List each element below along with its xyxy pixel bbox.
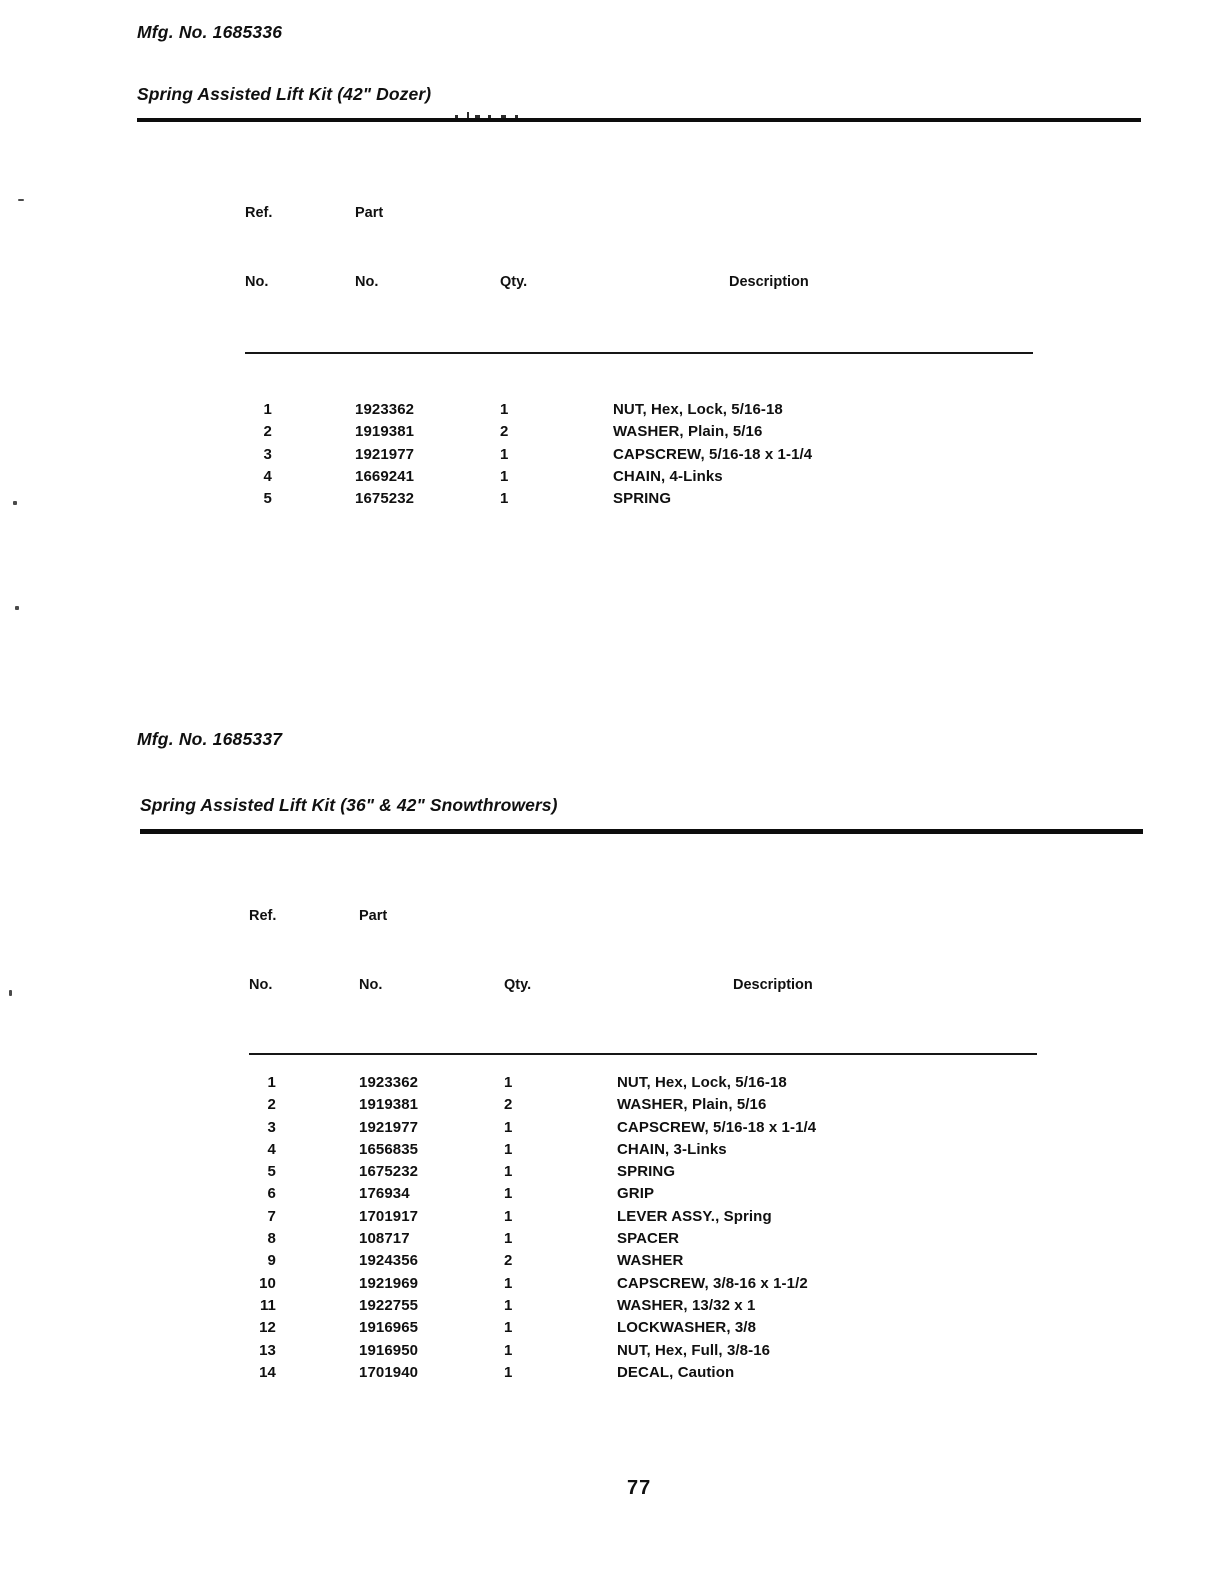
- parts-table-1: [245, 156, 1033, 510]
- qty-cell: 1: [504, 1140, 513, 1158]
- description-cell: SPRING: [617, 1163, 676, 1181]
- qty-cell: 1: [504, 1118, 513, 1136]
- table-row: [249, 1117, 1037, 1139]
- ref-no-cell: 3: [263, 445, 272, 463]
- table-row: [249, 1072, 1037, 1094]
- part-no-cell: 1923362: [359, 1074, 419, 1091]
- description-cell: WASHER, Plain, 5/16: [617, 1096, 767, 1114]
- col-header-part-no: Part No.: [355, 205, 384, 290]
- table-row: [245, 399, 1033, 421]
- ref-no-cell: 5: [267, 1163, 276, 1181]
- table-header-rule-1: [245, 352, 1033, 354]
- qty-cell: 1: [504, 1163, 513, 1181]
- part-no-cell: 176934: [359, 1185, 410, 1203]
- table-row: [249, 1094, 1037, 1116]
- part-no-cell: 1922755: [359, 1296, 419, 1314]
- qty-cell: 1: [504, 1185, 513, 1203]
- ref-no-cell: 12: [259, 1319, 276, 1337]
- ref-no-cell: 4: [267, 1140, 276, 1158]
- scan-artifact-dot: [9, 990, 12, 996]
- qty-cell: 1: [500, 401, 509, 418]
- table-row: [249, 1317, 1037, 1339]
- table-row: [249, 1273, 1037, 1295]
- ref-no-cell: 6: [267, 1185, 276, 1203]
- table-row: [245, 466, 1033, 488]
- part-no-cell: 1701940: [359, 1363, 419, 1381]
- col-header-description: Description: [729, 274, 809, 290]
- ref-no-cell: 1: [263, 401, 272, 418]
- table-row: [249, 1250, 1037, 1272]
- description-cell: SPRING: [613, 490, 672, 508]
- col-header-qty: Qty.: [504, 977, 532, 993]
- qty-cell: 2: [504, 1096, 513, 1114]
- table-row: [245, 488, 1033, 510]
- qty-cell: 1: [504, 1207, 513, 1225]
- parts-table-2: [249, 859, 1037, 1384]
- part-no-cell: 1921969: [359, 1274, 419, 1292]
- col-header-description: Description: [733, 977, 813, 993]
- qty-cell: 1: [504, 1341, 513, 1359]
- description-cell: CAPSCREW, 5/16-18 x 1-1/4: [613, 445, 813, 463]
- part-no-cell: 1669241: [355, 467, 415, 485]
- ref-no-cell: 2: [267, 1096, 276, 1114]
- ref-no-cell: 11: [259, 1296, 276, 1314]
- ref-no-cell: 10: [259, 1274, 276, 1292]
- part-no-cell: 1675232: [355, 490, 415, 508]
- description-cell: CAPSCREW, 3/8-16 x 1-1/2: [617, 1274, 808, 1292]
- description-cell: CAPSCREW, 5/16-18 x 1-1/4: [617, 1118, 817, 1136]
- description-cell: WASHER, 13/32 x 1: [617, 1296, 756, 1314]
- col-header-part-no: Part No.: [359, 908, 388, 993]
- mfg-number-2: Mfg. No. 1685337: [137, 729, 283, 749]
- description-cell: LEVER ASSY., Spring: [617, 1207, 772, 1225]
- part-no-cell: 1916965: [359, 1319, 419, 1337]
- col-header-ref-no: Ref. No.: [249, 908, 277, 993]
- page-number: 77: [627, 1477, 652, 1499]
- ref-no-cell: 5: [263, 490, 272, 508]
- description-cell: LOCKWASHER, 3/8: [617, 1319, 757, 1337]
- qty-cell: 2: [504, 1252, 513, 1270]
- part-no-cell: 1924356: [359, 1252, 419, 1270]
- ref-no-cell: 7: [267, 1207, 276, 1225]
- col-header-ref-no: Ref. No.: [245, 205, 273, 290]
- part-no-cell: 1923362: [355, 401, 415, 418]
- scan-artifact-dot: [18, 199, 24, 201]
- description-cell: CHAIN, 4-Links: [613, 467, 723, 485]
- ref-no-cell: 2: [263, 423, 272, 441]
- table-row: [249, 1139, 1037, 1161]
- description-cell: NUT, Hex, Full, 3/8-16: [617, 1341, 771, 1359]
- section-divider-rule-1: [137, 118, 1141, 122]
- part-no-cell: 1916950: [359, 1341, 419, 1359]
- part-no-cell: 1701917: [359, 1207, 419, 1225]
- ref-no-cell: 8: [267, 1230, 276, 1248]
- kit-title-2: Spring Assisted Lift Kit (36" & 42" Snowthrowers): [140, 795, 558, 815]
- description-cell: DECAL, Caution: [617, 1363, 735, 1381]
- qty-cell: 1: [504, 1363, 513, 1381]
- part-no-cell: 1919381: [355, 423, 415, 441]
- table-row: [245, 444, 1033, 466]
- col-header-qty: Qty.: [500, 274, 528, 290]
- section-divider-rule-2: [140, 829, 1143, 834]
- table-row: [249, 1340, 1037, 1362]
- description-cell: WASHER: [617, 1252, 684, 1270]
- qty-cell: 1: [504, 1274, 513, 1292]
- table-body-2: [249, 1072, 1037, 1384]
- qty-cell: 1: [504, 1319, 513, 1337]
- ref-no-cell: 3: [267, 1118, 276, 1136]
- ref-no-cell: 13: [259, 1341, 276, 1359]
- table-row: [249, 1206, 1037, 1228]
- part-no-cell: 108717: [359, 1230, 410, 1248]
- table-row: [249, 1183, 1037, 1205]
- table-row: [249, 1295, 1037, 1317]
- ref-no-cell: 1: [267, 1074, 276, 1091]
- scan-artifact-dot: [15, 606, 19, 610]
- qty-cell: 1: [500, 467, 509, 485]
- table-header-row-1: [245, 156, 1033, 340]
- kit-title-1: Spring Assisted Lift Kit (42" Dozer): [137, 84, 432, 104]
- description-cell: CHAIN, 3-Links: [617, 1140, 727, 1158]
- part-no-cell: 1919381: [359, 1096, 419, 1114]
- part-no-cell: 1656835: [359, 1140, 419, 1158]
- table-row: [245, 421, 1033, 443]
- description-cell: WASHER, Plain, 5/16: [613, 423, 763, 441]
- part-no-cell: 1921977: [359, 1118, 419, 1136]
- description-cell: NUT, Hex, Lock, 5/16-18: [617, 1074, 787, 1091]
- table-header-row-2: [249, 859, 1037, 1043]
- scan-artifact-dot: [13, 501, 17, 505]
- qty-cell: 2: [500, 423, 509, 441]
- qty-cell: 1: [500, 445, 509, 463]
- ref-no-cell: 14: [259, 1363, 276, 1381]
- description-cell: NUT, Hex, Lock, 5/16-18: [613, 401, 783, 418]
- table-row: [249, 1362, 1037, 1384]
- table-header-rule-2: [249, 1053, 1037, 1055]
- qty-cell: 1: [504, 1074, 513, 1091]
- mfg-number-1: Mfg. No. 1685336: [137, 22, 283, 42]
- description-cell: SPACER: [617, 1230, 679, 1248]
- table-row: [249, 1161, 1037, 1183]
- ref-no-cell: 9: [267, 1252, 276, 1270]
- table-row: [249, 1228, 1037, 1250]
- part-no-cell: 1675232: [359, 1163, 419, 1181]
- part-no-cell: 1921977: [355, 445, 415, 463]
- qty-cell: 1: [500, 490, 509, 508]
- ref-no-cell: 4: [263, 467, 272, 485]
- qty-cell: 1: [504, 1230, 513, 1248]
- description-cell: GRIP: [617, 1185, 655, 1203]
- qty-cell: 1: [504, 1296, 513, 1314]
- table-body-1: [245, 399, 1033, 510]
